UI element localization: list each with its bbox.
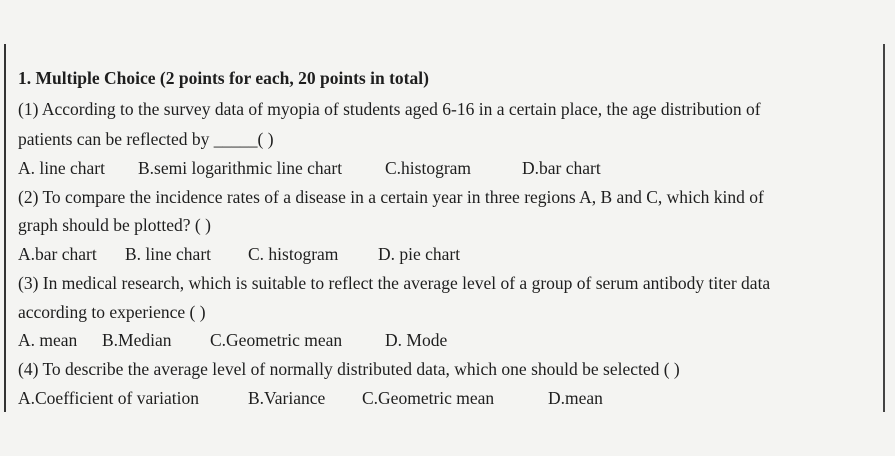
option-d[interactable]: D.bar chart (522, 158, 601, 178)
option-b[interactable]: B.Variance (248, 388, 326, 408)
option-c[interactable]: C.histogram (385, 158, 472, 178)
question-text: (1) According to the survey data of myopia of students aged 6-16 in a certain place, the age distribution of (18, 99, 761, 119)
option-a[interactable]: A.Coefficient of variation (18, 388, 199, 408)
option-d[interactable]: D.mean (548, 388, 603, 408)
option-d[interactable]: D. pie chart (378, 244, 461, 264)
page-border-right (883, 44, 885, 412)
option-c[interactable]: C.Geometric mean (210, 330, 343, 350)
option-b[interactable]: B. line chart (125, 244, 212, 264)
question-text: (4) To describe the average level of normally distributed data, which one should be selected ( ) (18, 359, 680, 379)
option-a[interactable]: A. mean (18, 330, 78, 350)
section-title: 1. Multiple Choice (2 points for each, 20 points in total) (18, 68, 429, 88)
option-b[interactable]: B.semi logarithmic line chart (138, 158, 343, 178)
question-text: patients can be reflected by _____( ) (18, 129, 274, 149)
option-a[interactable]: A. line chart (18, 158, 105, 178)
option-c[interactable]: C. histogram (248, 244, 339, 264)
option-d[interactable]: D. Mode (385, 330, 448, 350)
question-text: graph should be plotted? ( ) (18, 215, 211, 235)
question-text: according to experience ( ) (18, 302, 206, 322)
page-border-left (4, 44, 6, 412)
option-a[interactable]: A.bar chart (18, 244, 97, 264)
question-text: (3) In medical research, which is suitable to reflect the average level of a group of serum antibody titer data (18, 273, 771, 293)
option-b[interactable]: B.Median (102, 330, 172, 350)
question-text: (2) To compare the incidence rates of a disease in a certain year in three regions A, B and C, which kind of (18, 187, 764, 207)
option-c[interactable]: C.Geometric mean (362, 388, 495, 408)
